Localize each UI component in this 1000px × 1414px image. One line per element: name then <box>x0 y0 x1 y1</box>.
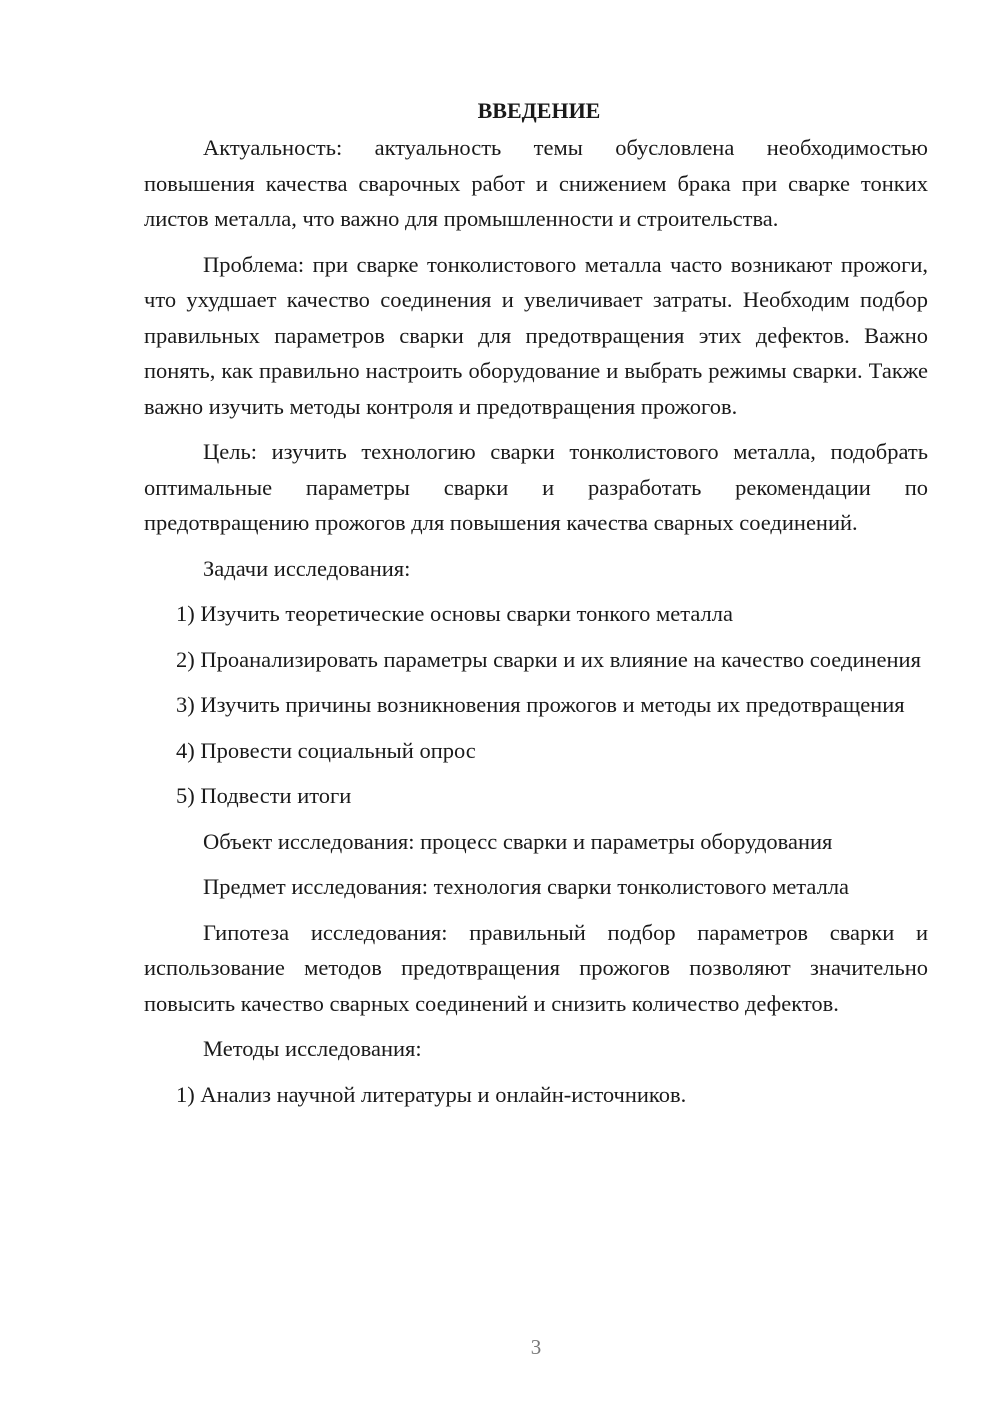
relevance-paragraph: Актуальность: актуальность темы обусловлена необходимостью повышения качества сварочных работ и снижением брака при сварке тонких листов металла, что важно для промышленности и строительства. <box>144 135 928 231</box>
method-item-1: 1) Анализ научной литературы и онлайн-источников. <box>176 1081 687 1107</box>
page-number: 3 <box>530 1335 542 1359</box>
page-content <box>144 96 928 1122</box>
task-item-4: 4) Провести социальный опрос <box>176 737 476 763</box>
object-paragraph: Объект исследования: процесс сварки и параметры оборудования <box>203 828 833 854</box>
task-item-5: 5) Подвести итоги <box>176 783 352 808</box>
hypothesis-paragraph: Гипотеза исследования: правильный подбор параметров сварки и использование методов предотвращения прожогов позволяют значительно повысить качество сварных соединений и снизить количество дефектов. <box>144 919 928 1016</box>
methods-heading: Методы исследования: <box>203 1036 422 1061</box>
subject-paragraph: Предмет исследования: технология сварки тонколистового металла <box>203 874 850 899</box>
problem-paragraph: Проблема: при сварке тонколистового металла часто возникают прожоги, что ухудшает качество соединения и увеличивает затраты. Необходим подбор правильных параметров сварки для предотвращения этих дефектов. Важно понять, как правильно настроить оборудование и выбрать режимы сварки. Также важно изучить методы контроля и предотвращения прожогов. <box>144 251 928 419</box>
goal-paragraph: Цель: изучить технологию сварки тонколистового металла, подобрать оптимальные параметры сварки и разработать рекомендации по предотвращению прожогов для повышения качества сварных соединений. <box>144 439 928 535</box>
page-title: ВВЕДЕНИЕ <box>477 98 601 123</box>
task-item-2: 2) Проанализировать параметры сварки и их влияние на качество соединения <box>176 646 921 672</box>
task-item-3: 3) Изучить причины возникновения прожогов и методы их предотвращения <box>176 692 905 717</box>
task-item-1: 1) Изучить теоретические основы сварки тонкого металла <box>176 601 733 626</box>
tasks-heading: Задачи исследования: <box>203 555 411 581</box>
